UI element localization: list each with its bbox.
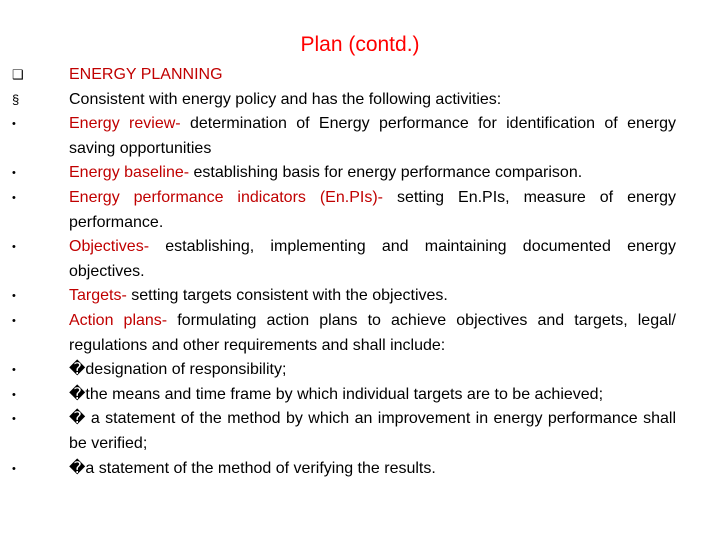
list-item <box>6 457 676 482</box>
intro-text: Consistent with energy policy and has the following activities: <box>69 90 502 108</box>
list-item-description: determination of Energy performance for identification of energy saving opportunities <box>69 115 677 157</box>
list-item-text <box>69 309 676 358</box>
list-item-term: Action plans- <box>69 311 168 329</box>
list-item-description: establishing basis for energy performance comparison. <box>189 164 583 182</box>
dot-bullet-icon: • <box>12 241 16 254</box>
activity-list <box>6 112 676 481</box>
list-item-description: formulating action plans to achieve objectives and targets, legal/ regulations and other requirements and shall include: <box>69 311 676 354</box>
filled-square-bullet-icon: § <box>12 91 20 107</box>
section-heading: ENERGY PLANNING <box>69 66 223 83</box>
list-item-text <box>69 457 676 482</box>
list-item-text <box>69 235 676 284</box>
list-item-description: �designation of responsibility; <box>69 361 287 379</box>
list-item <box>6 161 676 186</box>
dot-bullet-icon: • <box>12 118 16 131</box>
list-item-text <box>69 284 676 309</box>
heading-row <box>6 63 676 88</box>
list-item-text <box>69 112 676 161</box>
page-title: Plan (contd.) <box>300 33 420 56</box>
list-item <box>6 407 676 456</box>
dot-bullet-icon: • <box>12 388 16 401</box>
list-item-description: setting En.PIs, measure of energy performance. <box>69 188 676 231</box>
list-item-text <box>69 383 676 408</box>
dot-bullet-icon: • <box>12 290 16 303</box>
list-item-text <box>69 407 676 456</box>
list-item-term: Targets- <box>69 287 127 305</box>
list-item <box>6 235 676 284</box>
hollow-square-bullet-icon: ❑ <box>12 67 24 82</box>
intro-row <box>6 88 676 113</box>
list-item-term: Energy review- <box>69 115 181 133</box>
list-item-text <box>69 186 676 235</box>
dot-bullet-icon: • <box>12 462 16 475</box>
list-item <box>6 112 676 161</box>
list-item-text <box>69 358 676 383</box>
list-item-term: Energy baseline- <box>69 164 190 182</box>
content-list <box>6 63 676 481</box>
list-item <box>6 383 676 408</box>
list-item-description: setting targets consistent with the objectives. <box>126 287 448 305</box>
list-item <box>6 358 676 383</box>
list-item-term: Objectives- <box>69 238 150 256</box>
dot-bullet-icon: • <box>12 413 16 426</box>
list-item <box>6 309 676 358</box>
list-item-description: � a statement of the method by which an improvement in energy performance shall be verified; <box>69 410 676 452</box>
dot-bullet-icon: • <box>12 167 16 180</box>
dot-bullet-icon: • <box>12 191 16 204</box>
list-item-description: establishing, implementing and maintaining documented energy objectives. <box>69 238 676 280</box>
list-item <box>6 284 676 309</box>
list-item-term: Energy performance indicators (En.PIs)- <box>69 188 383 206</box>
list-item-description: �the means and time frame by which individual targets are to be achieved; <box>69 385 604 403</box>
dot-bullet-icon: • <box>12 314 16 327</box>
list-item-text <box>69 161 676 186</box>
list-item <box>6 186 676 235</box>
list-item-description: �a statement of the method of verifying the results. <box>69 459 436 477</box>
dot-bullet-icon: • <box>12 364 16 377</box>
